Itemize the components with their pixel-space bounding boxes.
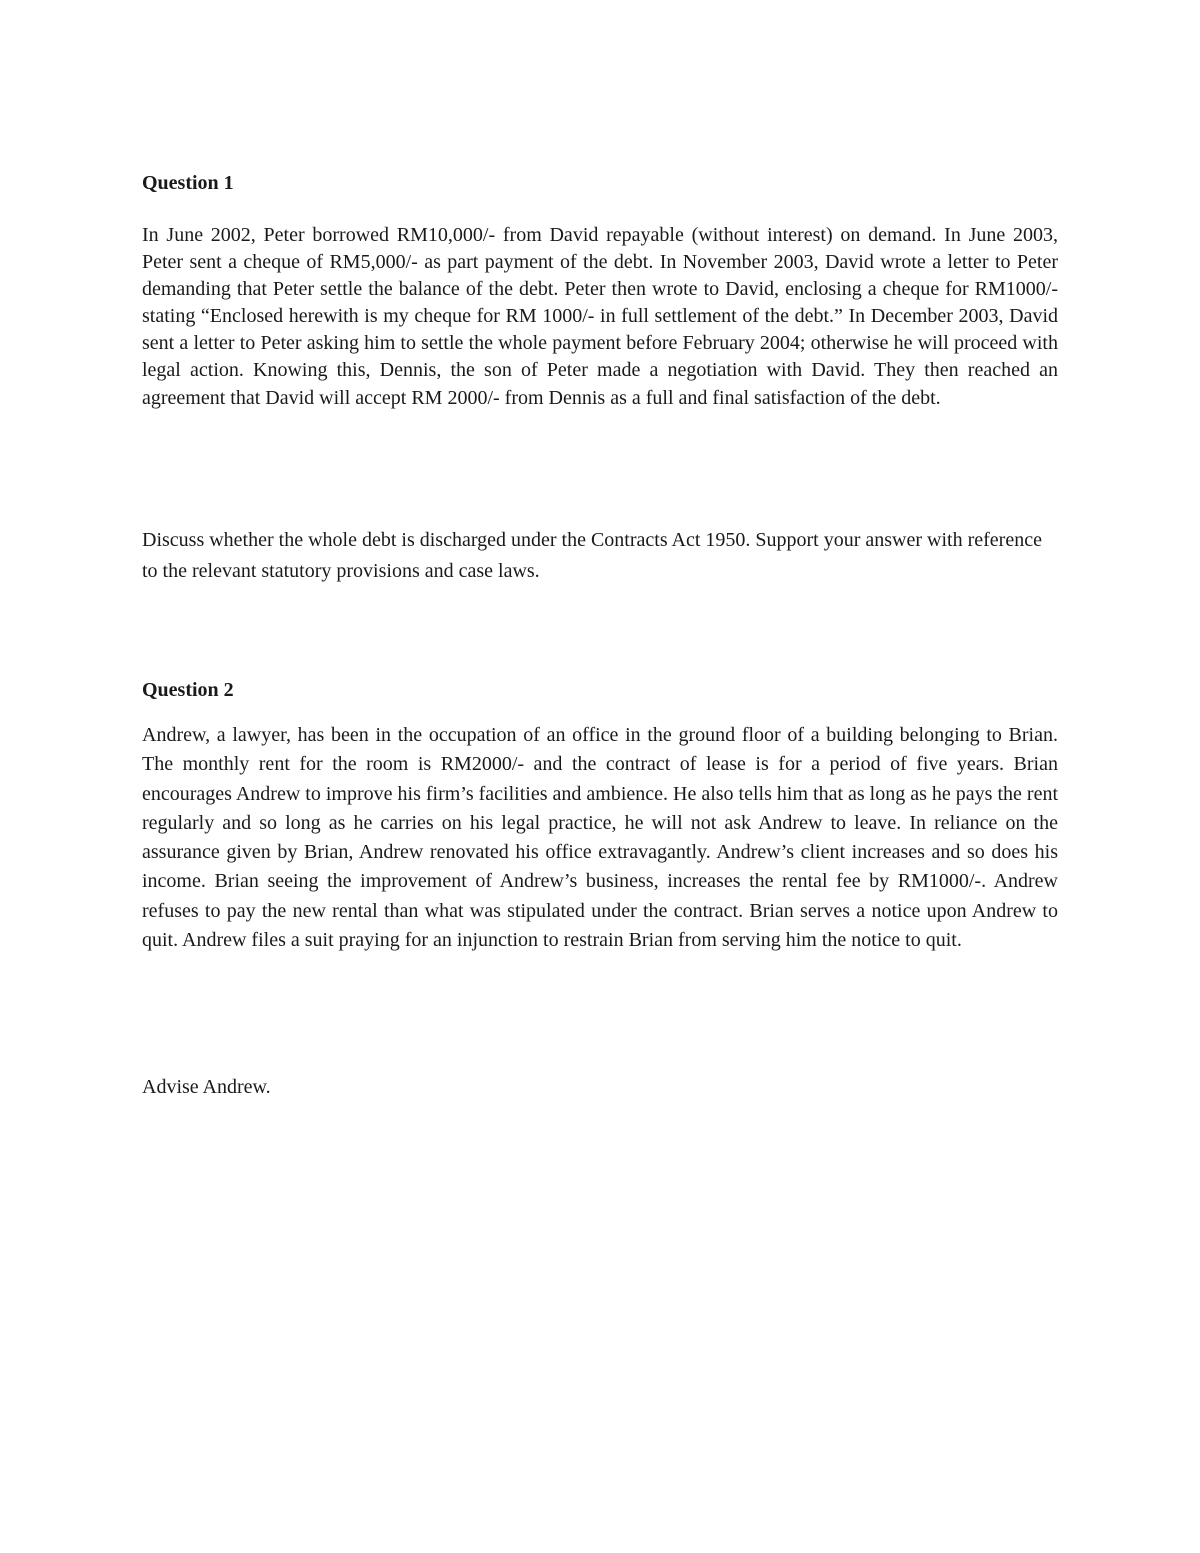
question-1-heading: Question 1 bbox=[142, 172, 234, 194]
question-1-facts: In June 2002, Peter borrowed RM10,000/- from David repayable (without interest) on demand. In June 2003, Peter sent a cheque of RM5,000/- as part payment of the debt. In November 2003, David wrote a letter to Peter demanding that Peter settle the balance of the debt. Peter then wrote to David, enclosing a cheque for RM1000/- stating “Enclosed herewith is my cheque for RM 1000/- in full settlement of the debt.” In December 2003, David sent a letter to Peter asking him to settle the whole payment before February 2004; otherwise he will proceed with legal action. Knowing this, Dennis, the son of Peter made a negotiation with David. They then reached an agreement that David will accept RM 2000/- from Dennis as a full and final satisfaction of the debt. bbox=[142, 224, 1058, 409]
question-1-task: Discuss whether the whole debt is discharged under the Contracts Act 1950. Support your answer with reference to the relevant statutory provisions and case laws. bbox=[142, 529, 1042, 582]
question-2-heading: Question 2 bbox=[142, 679, 234, 701]
question-2-facts: Andrew, a lawyer, has been in the occupation of an office in the ground floor of a building belonging to Brian. The monthly rent for the room is RM2000/- and the contract of lease is for a period of five years. Brian encourages Andrew to improve his firm’s facilities and ambience. He also tells him that as long as he pays the rent regularly and so long as he carries on his legal practice, he will not ask Andrew to leave. In reliance on the assurance given by Brian, Andrew renovated his office extravagantly. Andrew’s client increases and so does his income. Brian seeing the improvement of Andrew’s business, increases the rental fee by RM1000/-. Andrew refuses to pay the new rental than what was stipulated under the contract. Brian serves a notice upon Andrew to quit. Andrew files a suit praying for an injunction to restrain Brian from serving him the notice to quit. bbox=[142, 724, 1058, 952]
question-2-task: Advise Andrew. bbox=[142, 1076, 271, 1098]
